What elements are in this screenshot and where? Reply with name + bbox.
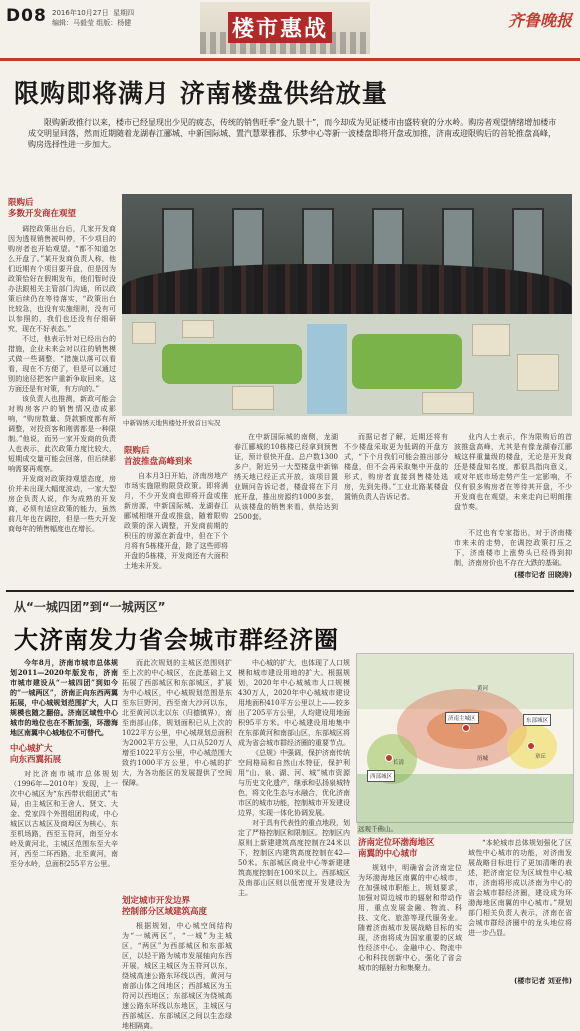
article1-p2: 不过，他表示针对已经出台的措施，企业未来会对以往的销售模式做一些调整，“措施以落可以看看，现在不方便了，但是可以通过别的途径把客户重新争取回来，这方面还是有对策，有方向的。” (8, 335, 116, 393)
article2-col5 (468, 838, 572, 970)
map-label-west: 西部城区 (367, 770, 395, 782)
sand-table-model (122, 314, 572, 416)
map-label-east: 东部城区 (523, 714, 551, 726)
changqing-marker-icon (385, 754, 393, 762)
issue-weekday: 星期四 (113, 9, 135, 17)
article1-col5 (454, 432, 572, 582)
photo-caption: 中新锦绣天地售楼处开放首日实况 (123, 419, 221, 427)
page-number: D08 (6, 6, 47, 26)
column-banner (200, 2, 370, 54)
zhangqiu-marker-icon (527, 742, 535, 750)
city-planning-map (356, 653, 574, 823)
issue-date: 2016年10月27日 (52, 9, 109, 17)
section-divider (6, 590, 574, 592)
article1-p6: 在中新国际城的南侧，龙湖春江郦城的10栋楼已经拿到预售证，预计很快开盘。总户数1300多户，附近另一大型楼盘中新锦绣天地已经正式开放，该项目置业顾问告诉记者，楼盘将在下月底开盘，推出房源约1000多套，从该楼盘的销售来看，供给达到2500套。 (234, 433, 338, 521)
map-label-changqing: 长清 (393, 760, 405, 766)
article1-col4 (344, 432, 448, 582)
page-header (0, 0, 580, 61)
article1-p5: 自本月3日开始，济南房地产市场实施限购限贷政策。即将满月，不少开发商也即将开盘或推新房源，中新国际城、龙湖春江郦城相继开盘或推盘，随着限购政策的深入调整，开发商前期的积压的房源在新盘中，但在下个月将有5栋楼开盘，除了这些即将开盘的5栋楼，开发商还有大面积土地未开发。 (124, 472, 228, 570)
article1-p9: 不过也有专家指出，对于济南楼市来未的走势，在调控政策打压之下，济南楼市上涨势头已经得到抑制，济南房价也不存在大跌的基础。 (454, 529, 572, 567)
article2-col4 (358, 838, 462, 988)
column-title: 楼市惠战 (228, 12, 332, 43)
article2-col3 (238, 658, 350, 988)
article1-p4: 开发商对政策持观望态度，房价并未出现大幅度波动，一家大型房企负责人说，作为成熟的开发商，必须有适应政策的能力，虽然前几年也在调控，但是一些大开发商每年的销售幅度也在增长。 (8, 475, 116, 533)
map-caption: 远观千佛山。 (358, 825, 397, 833)
article1-p8: 业内人士表示，作为限购后的首波推盘高峰，尤其是有像龙湖春江郦城这样重量级的楼盘，无论是开发商还是楼盘知名度，都很具指向意义，或对年底市场走势产生一定影响，不仅有很多购房者在等待其开盘，不少开发商也在观望，未来走向已明朗推盘节奏。 (454, 433, 572, 511)
article1-col2 (124, 432, 228, 582)
article2-sub1: 中心城扩大 向东西翼拓展 (10, 744, 62, 765)
editor: 编辑：马毅莹 (52, 19, 94, 27)
article1-p1: 调控政策出台后，几家开发商因为透视销售被叫停，不少项目的购房者也开始观望。“都不知道怎么开盘了。”某开发商负责人称，他们近期有个项目要开盘，但是因为政策恰好在假期发布，他们暂时没办法跟相关主管部门沟通，所以政策后续仍在等待落实，“政策出台比较急，也没有实施细则，没有可以参照的，我们也还没有仔细研究，现在不好表态。” (8, 225, 116, 333)
article2-p2: 而此次规划的主城区范围则扩至上次的中心城区，在此基础上又拓展了西部城区和东部城区，扩展为中心城区，中心城规划范围是东至东巨野河，西至南大沙河以东，北至黄河以北以东（归德镇界），南至南部山体，规划面积已从上次的1022平方公里，中心城规划总面积为2002平方公里，人口从520万人增至1022平方公里，中心城范围大致约1000平方公里，中心城的扩大，为各功能区的发展提供了空间保障。 (122, 659, 232, 787)
article2-headline: 大济南发力省会城市群经济圈 (14, 626, 339, 654)
article2-p6: 对于具有代表性的重点地段，划定了严格控制区和限制区。控制区内原则上新建建筑高度控制在24米以下，控制区内建筑高度控制在42—50米。东部城区商业中心等新建建筑高度控制在100米以上。西部城区及南部山区则以低密度开发建设为主。 (238, 819, 350, 897)
article2-kicker: 从“一城四团”到“一城两区” (14, 600, 166, 614)
article2-sub3: 济南定位环渤海地区 南翼的中心城市 (358, 838, 435, 859)
article1-lead: 限购新政推行以来，楼市已经显现出少见的疲态，传统的销售旺季“金九银十”，而今却成为见证楼市由盛转衰的分水岭。购房者观望情绪增加楼市成交明显回落，然而近期随着龙湖春江郦城、中新国际城、置汽慧翠雅郡、乐梦中心等新一波楼盘即将开盘或加推，济南或迎限购后的首轮推盘高峰，购房选择性进一步加大。 (28, 118, 557, 149)
article1-sub2: 限购后 首波推盘高峰到来 (124, 446, 193, 467)
jinan-marker-icon (462, 724, 470, 732)
article2-p1: 对比济南市城市总体规划（1996年—2010年）发现，上一次中心城区为“东西带状组团式”布局，由主城区和王舍人、贤文、大金、党家四个外围组团构成，中心城区以古城区及商埠区为核心，东至机场路，西至玉符河，南至分水岭及黄河北，主城区范围东至大辛河，西至二环西路，北至黄河，南至分水岭，总面积255平方公里。 (10, 770, 118, 868)
article1-col3 (234, 432, 338, 582)
article1-col1 (8, 198, 116, 534)
article2-p3: 中心城的扩大，也体现了人口规模和城市建设用地的扩大。根据规划，2020年中心城城市人口规模430万人，2020年中心城城市建设用地面积410平方公里以上——较多出了205平方公里，人均建设用地面积95平方米。中心城建设用地集中在东部黄河和南部山区，东部城区将成为省会城市群经济圈的重要节点。 (238, 659, 350, 747)
sales-office-photo (122, 194, 572, 416)
map-label-licheng: 历城 (477, 756, 489, 762)
map-label-river: 黄河 (477, 686, 489, 692)
designer: 组版：杨健 (96, 19, 132, 27)
article2-col1 (10, 658, 118, 988)
newspaper-logo: 齐鲁晚报 (507, 11, 572, 30)
article2-p4: 根据规划，中心城空间结构为“一城两区”，“一城”为主城区，“两区”为西部城区和东部城区，以轻干路为城市发展轴向东西开展，城区主城区为玉符河以东，绕城高速公路东环线以西，黄河与南部山体之间地区；西部城区为玉符河以西地区；东部城区为绕城高速公路东环线以东地区，主城区与西部城区、东部城区之间以生态绿地相隔离。 (122, 922, 232, 1030)
map-label-zhangqiu: 章丘 (535, 754, 547, 760)
article1-author: (楼市记者 田晓涛) (514, 571, 572, 579)
article2-sub2: 划定城市开发边界 控制部分区域建筑高度 (122, 896, 208, 917)
article1-p3: 该负责人也推测，新政可能会对购房客户的销售情况造成影响，“购房数量、贷款额度都有所调整，对投资客和刚需都是一种限制。”他说，而另一家开发商的负责人也表示，此次政策力度比较大，短期成交量可能会回落，但后续影响需要再观察。 (8, 395, 116, 473)
article2-p7: 规划中，明确省会济南定位为环渤海地区南翼的中心城市，在加强城市职能上，规划要求，加强对周边城市的辐射和带动作用，重点发展金融、物流、科技、文化、旅游等现代服务业。随着济南城市发展战略目标的实现，济南将成为国家重要的区域性经济中心、金融中心、物流中心和科技创新中心，强化了省会城市的辐射力和集聚力。 (358, 864, 462, 972)
article2-p5: 《总规》中强调，保护济南传统空间格局和自然山水特征，保护利用“山、泉、湖、河、城”城市资源与历史文化遗产，继承和弘扬泉城特色，将文化生态与水融合，优化济南市区的城市功能，控制城市开发建设边界，实现一体化协调发展。 (238, 749, 350, 817)
article2-p8: “本轮城市总体规划强化了区域性中心城市的功能，对济南发展战略目标进行了更加清晰的表述，把济南定位为区域性中心城市，济南将形成以济南为中心的省会城市群经济圈，建设成为环渤海地区南翼的中心城市。”规划部门相关负责人表示，济南在省会城市群经济圈中的龙头地位将进一步凸显。 (468, 839, 572, 937)
article1-headline: 限购即将满月 济南楼盘供给放量 (14, 79, 388, 108)
article2-author: (楼市记者 刘亚伟) (514, 977, 572, 985)
article2-lead: 今年8月，济南市城市总体规划2011—2020年版发布，济南市城市建设从“一城四团”到如今的“一城两区”，济南正向东西两翼拓展，中心城规划范围扩大，人口规模也随之翻倍。济南区域性中心城市的地位也在不断加强，环渤海地区南翼中心城地位不可替代。 (10, 658, 118, 737)
map-label-main: 济南主城区 (445, 712, 479, 724)
article2-col2 (122, 658, 232, 1030)
header-meta (52, 8, 134, 28)
article1-sub1: 限购后 多数开发商在观望 (8, 198, 77, 219)
article1-p7: 而据记者了解，近期还将有不少楼盘采取更为低调的开盘方式，“下个月我们可能会推出部分楼盘，但不会再采取集中开盘的形式，购房者直接到售楼处选房，先到先得。”工业北路某楼盘置销负责人告诉记者。 (344, 433, 448, 501)
